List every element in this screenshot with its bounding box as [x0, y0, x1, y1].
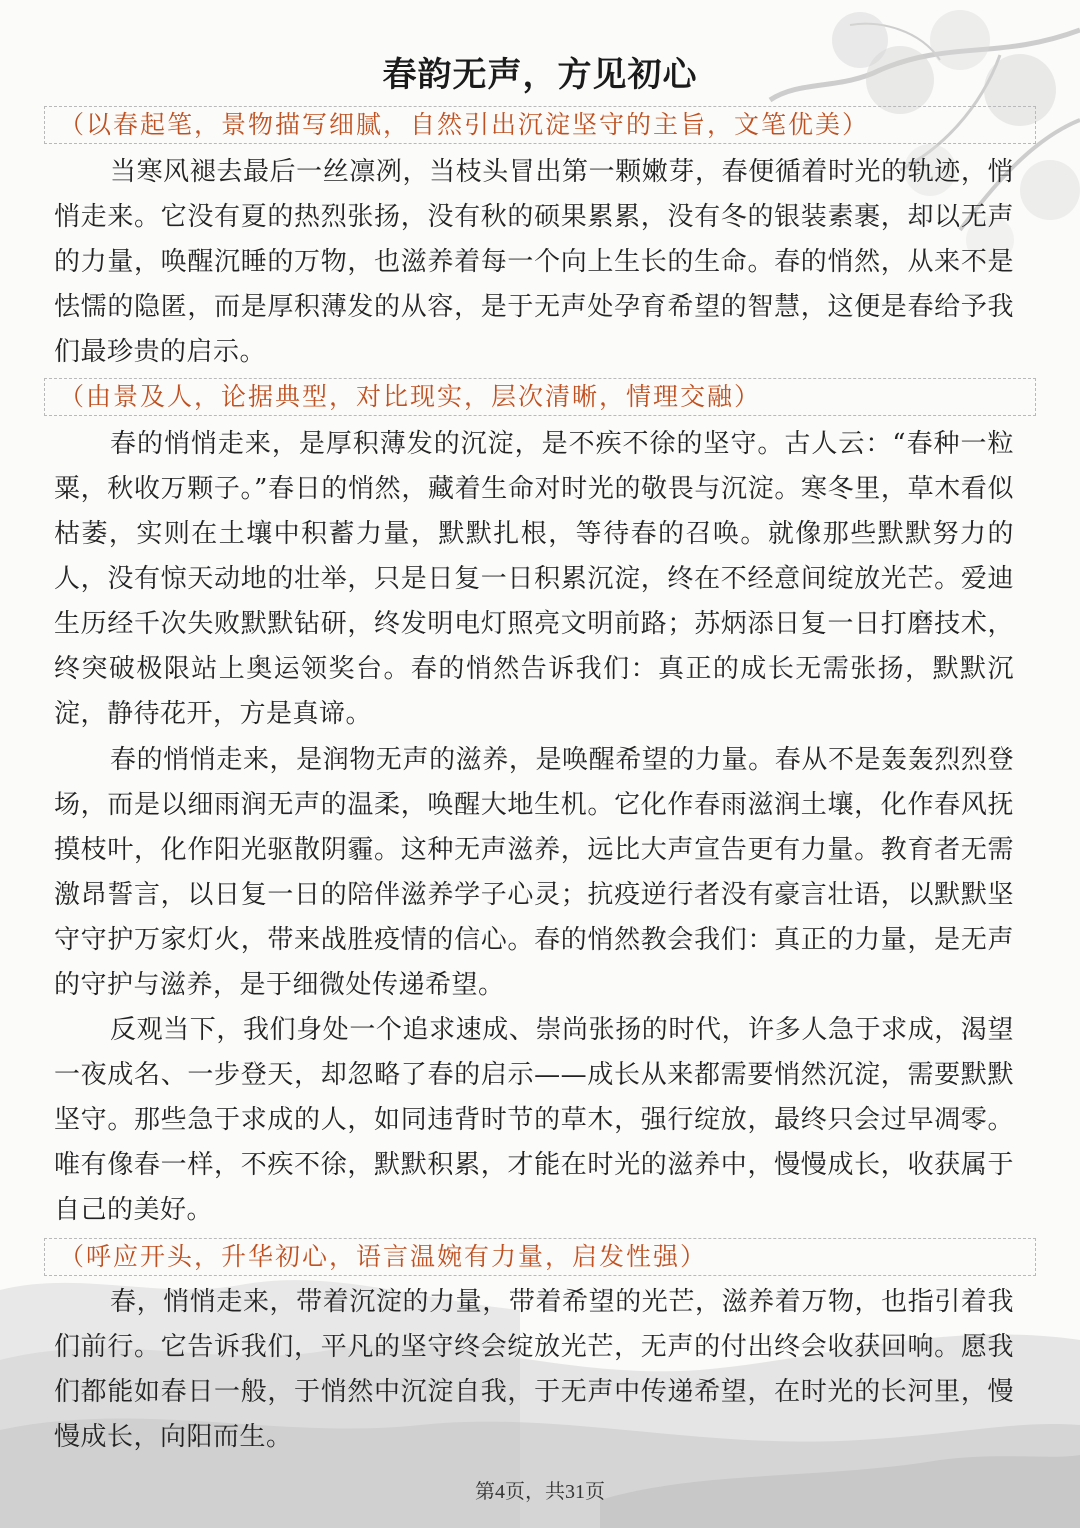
page-number-footer: 第4页，共31页	[475, 1481, 605, 1503]
paragraph-2: 春的悄悄走来，是厚积薄发的沉淀，是不疾不徐的坚守。古人云：“春种一粒粟，秋收万颗子。”春日的悄然，藏着生命对时光的敬畏与沉淀。寒冬里，草木看似枯萎，实则在土壤中积蓄力量，默默扎根，等待春的召唤。就像那些默默努力的人，没有惊天动地的壮举，只是日复一日积累沉淀，终在不经意间绽放光芒。爱迪生历经千次失败默默钻研，终发明电灯照亮文明前路；苏炳添日复一日打磨技术，终突破极限站上奥运领奖台。春的悄然告诉我们：真正的成长无需张扬，默默沉淀，静待花开，方是真谛。	[54, 429, 1014, 729]
paragraph-1: 当寒风褪去最后一丝凛冽，当枝头冒出第一颗嫩芽，春便循着时光的轨迹，悄悄走来。它没有夏的热烈张扬，没有秋的硕果累累，没有冬的银装素裹，却以无声的力量，唤醒沉睡的万物，也滋养着每一个向上生长的生命。春的悄然，从来不是怯懦的隐匿，而是厚积薄发的从容，是于无声处孕育希望的智慧，这便是春给予我们最珍贵的启示。	[54, 157, 1014, 367]
paragraph-3: 春的悄悄走来，是润物无声的滋养，是唤醒希望的力量。春从不是轰轰烈烈登场，而是以细雨润无声的温柔，唤醒大地生机。它化作春雨滋润土壤，化作春风抚摸枝叶，化作阳光驱散阴霾。这种无声滋养，远比大声宣告更有力量。教育者无需激昂誓言，以日复一日的陪伴滋养学子心灵；抗疫逆行者没有豪言壮语，以默默坚守守护万家灯火，带来战胜疫情的信心。春的悄然教会我们：真正的力量，是无声的守护与滋养，是于细微处传递希望。	[54, 745, 1014, 1000]
paragraph-5: 春，悄悄走来，带着沉淀的力量，带着希望的光芒，滋养着万物，也指引着我们前行。它告诉我们，平凡的坚守终会绽放光芒，无声的付出终会收获回响。愿我们都能如春日一般，于悄然中沉淀自我，于无声中传递希望，在时光的长河里，慢慢成长，向阳而生。	[54, 1287, 1014, 1452]
comment-box-intro: （以春起笔，景物描写细腻，自然引出沉淀坚守的主旨，文笔优美）	[44, 106, 1036, 144]
comment-box-body: （由景及人，论据典型，对比现实，层次清晰，情理交融）	[44, 378, 1036, 416]
essay-title: 春韵无声，方见初心	[382, 55, 698, 95]
paragraph-4: 反观当下，我们身处一个追求速成、崇尚张扬的时代，许多人急于求成，渴望一夜成名、一步登天，却忽略了春的启示——成长从来都需要悄然沉淀，需要默默坚守。那些急于求成的人，如同违背时节的草木，强行绽放，最终只会过早凋零。唯有像春一样，不疾不徐，默默积累，才能在时光的滋养中，慢慢成长，收获属于自己的美好。	[54, 1015, 1014, 1225]
comment-box-conclusion: （呼应开头，升华初心，语言温婉有力量，启发性强）	[44, 1238, 1036, 1276]
